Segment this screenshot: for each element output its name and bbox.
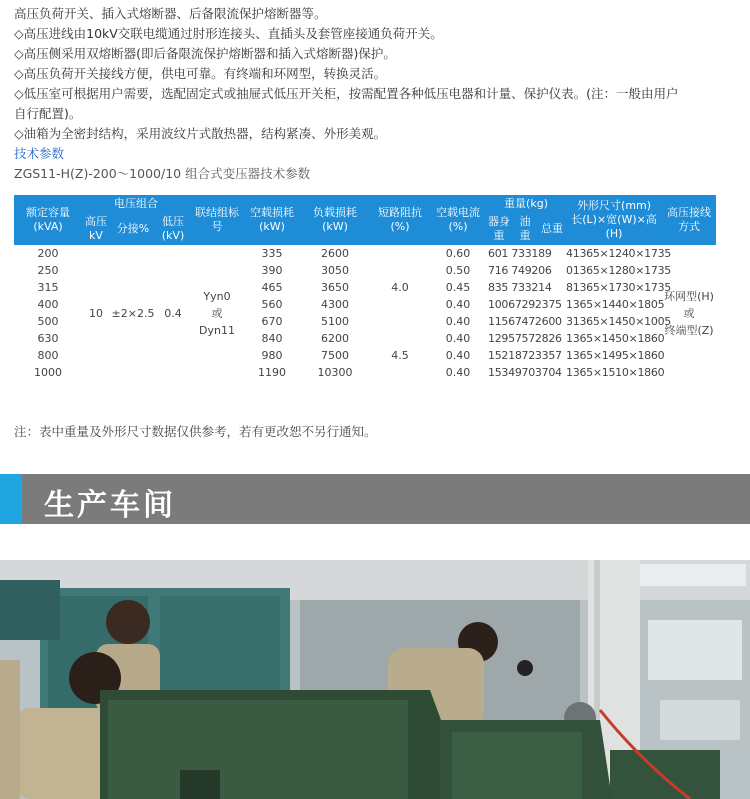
cell-p0: 670 [261,315,283,328]
section-banner [0,474,750,524]
cell-i0: 0.40 [445,298,471,311]
cell-weight: 15349703704 [488,366,562,379]
cell-weight: 10067292375 [488,298,562,311]
feature-line: ◇油箱为全密封结构，采用波纹片式散热器，结构紧凑、外形美观。 [14,126,387,141]
cell-i0: 0.60 [445,247,471,260]
col-body-weight: 器身 重 [486,213,512,245]
cell-i0: 0.40 [445,315,471,328]
cell-dimensions: 81365×1730×1735 [566,281,671,294]
cell-pk: 2600 [321,247,350,260]
col-rated-capacity: 额定容量 (kVA) [14,195,82,245]
cell-weight: 12957572826 [488,332,562,345]
cell-i0: 0.40 [445,366,471,379]
cell-weight: 601 733189 [488,247,552,260]
table-caption: ZGS11-H(Z)-200～1000/10 组合式变压器技术参数 [14,166,311,181]
cell-pk: 4300 [321,298,350,311]
cell-weight: 15218723357 [488,349,562,362]
cell-lv: 0.4 [164,306,182,320]
cell-tap: ±2×2.5 [111,306,155,320]
feature-line: ◇低压室可根据用户需要，选配固定式或抽屉式低压开关柜，按需配置各种低压电器和计量、保护仪表。(注：一般由用户 [14,86,679,101]
cell-p0: 840 [261,332,283,345]
cell-p0: 390 [261,264,283,277]
table-note: 注：表中重量及外形尺寸数据仅供参考，若有更改恕不另行通知。 [14,424,377,439]
col-total-weight: 总重 [538,213,566,245]
cell-i0: 0.50 [445,264,471,277]
cell-impedance: 4.5 [391,349,409,362]
cell-weight: 835 733214 [488,281,552,294]
cell-dimensions: 41365×1240×1735 [566,247,671,260]
cell-i0: 0.45 [445,281,471,294]
cell-capacity: 800 [37,349,59,362]
cell-pk: 3650 [321,281,350,294]
cell-p0: 335 [261,247,283,260]
col-noload-loss: 空载损耗 (kW) [244,195,300,245]
col-impedance: 短路阻抗 (%) [370,195,430,245]
section-title: 生产车间 [44,488,176,523]
col-voltage-group: 电压组合 [82,195,190,213]
col-hv-wiring: 高压接线 方式 [662,195,716,245]
cell-hv: 10 [89,306,103,320]
cell-dimensions: 1365×1450×1860 [566,332,665,345]
spec-table [14,195,716,381]
cell-capacity: 1000 [34,366,62,379]
cell-impedance: 4.0 [391,281,409,294]
cell-capacity: 400 [37,298,59,311]
cell-p0: 980 [261,349,283,362]
cell-i0: 0.40 [445,349,471,362]
cell-capacity: 250 [37,264,59,277]
feature-line: ◇高压负荷开关接线方便，供电可靠。有终端和环网型，转换灵活。 [14,66,387,81]
col-dimensions: 外形尺寸(mm) 长(L)×宽(W)×高 (H) [566,195,662,245]
banner-accent [0,474,22,524]
cell-dimensions: 1365×1440×1805 [566,298,665,311]
col-tap: 分接% [110,213,156,245]
cell-connection: Yyn0 或 Dyn11 [199,289,235,337]
cell-pk: 6200 [321,332,350,345]
cell-dimensions: 1365×1495×1860 [566,349,665,362]
feature-line: ◇高压进线由10kV交联电缆通过肘形连接头、直插头及套管座接通负荷开关。 [14,26,443,41]
col-hv: 高压 kV [82,213,110,245]
cell-pk: 7500 [321,349,350,362]
cell-capacity: 200 [37,247,59,260]
col-lv: 低压 (kV) [156,213,190,245]
cell-pk: 10300 [317,366,353,379]
cell-i0: 0.40 [445,332,471,345]
cell-weight: 11567472600 [488,315,562,328]
cell-p0: 465 [261,281,283,294]
cell-capacity: 500 [37,315,59,328]
cell-dimensions: 01365×1280×1735 [566,264,671,277]
feature-line: ◇高压侧采用双熔断器(即后备限流保护熔断器和插入式熔断器)保护。 [14,46,396,61]
cell-capacity: 630 [37,332,59,345]
col-connection: 联结组标 号 [190,195,244,245]
cell-dimensions: 31365×1450×1005 [566,315,671,328]
cell-capacity: 315 [37,281,59,294]
col-noload-current: 空载电流 (%) [430,195,486,245]
col-oil-weight: 油 重 [512,213,538,245]
workshop-photo-illustration [0,560,750,799]
cell-pk: 5100 [321,315,350,328]
col-weight: 重量(kg) [486,195,566,213]
col-load-loss: 负载损耗 (kW) [300,195,370,245]
tech-params-heading: 技术参数 [14,146,65,161]
cell-pk: 3050 [321,264,350,277]
cell-p0: 1190 [258,366,287,379]
table-row [14,245,716,262]
cell-weight: 716 749206 [488,264,552,277]
cell-dimensions: 1365×1510×1860 [566,366,665,379]
feature-line: 自行配置)。 [14,106,82,121]
feature-line: 高压负荷开关、插入式熔断器、后备限流保护熔断器等。 [14,6,327,21]
cell-p0: 560 [261,298,283,311]
cell-hv-wiring: 环网型(H) 或 终端型(Z) [664,289,714,337]
workshop-photo [0,560,750,799]
